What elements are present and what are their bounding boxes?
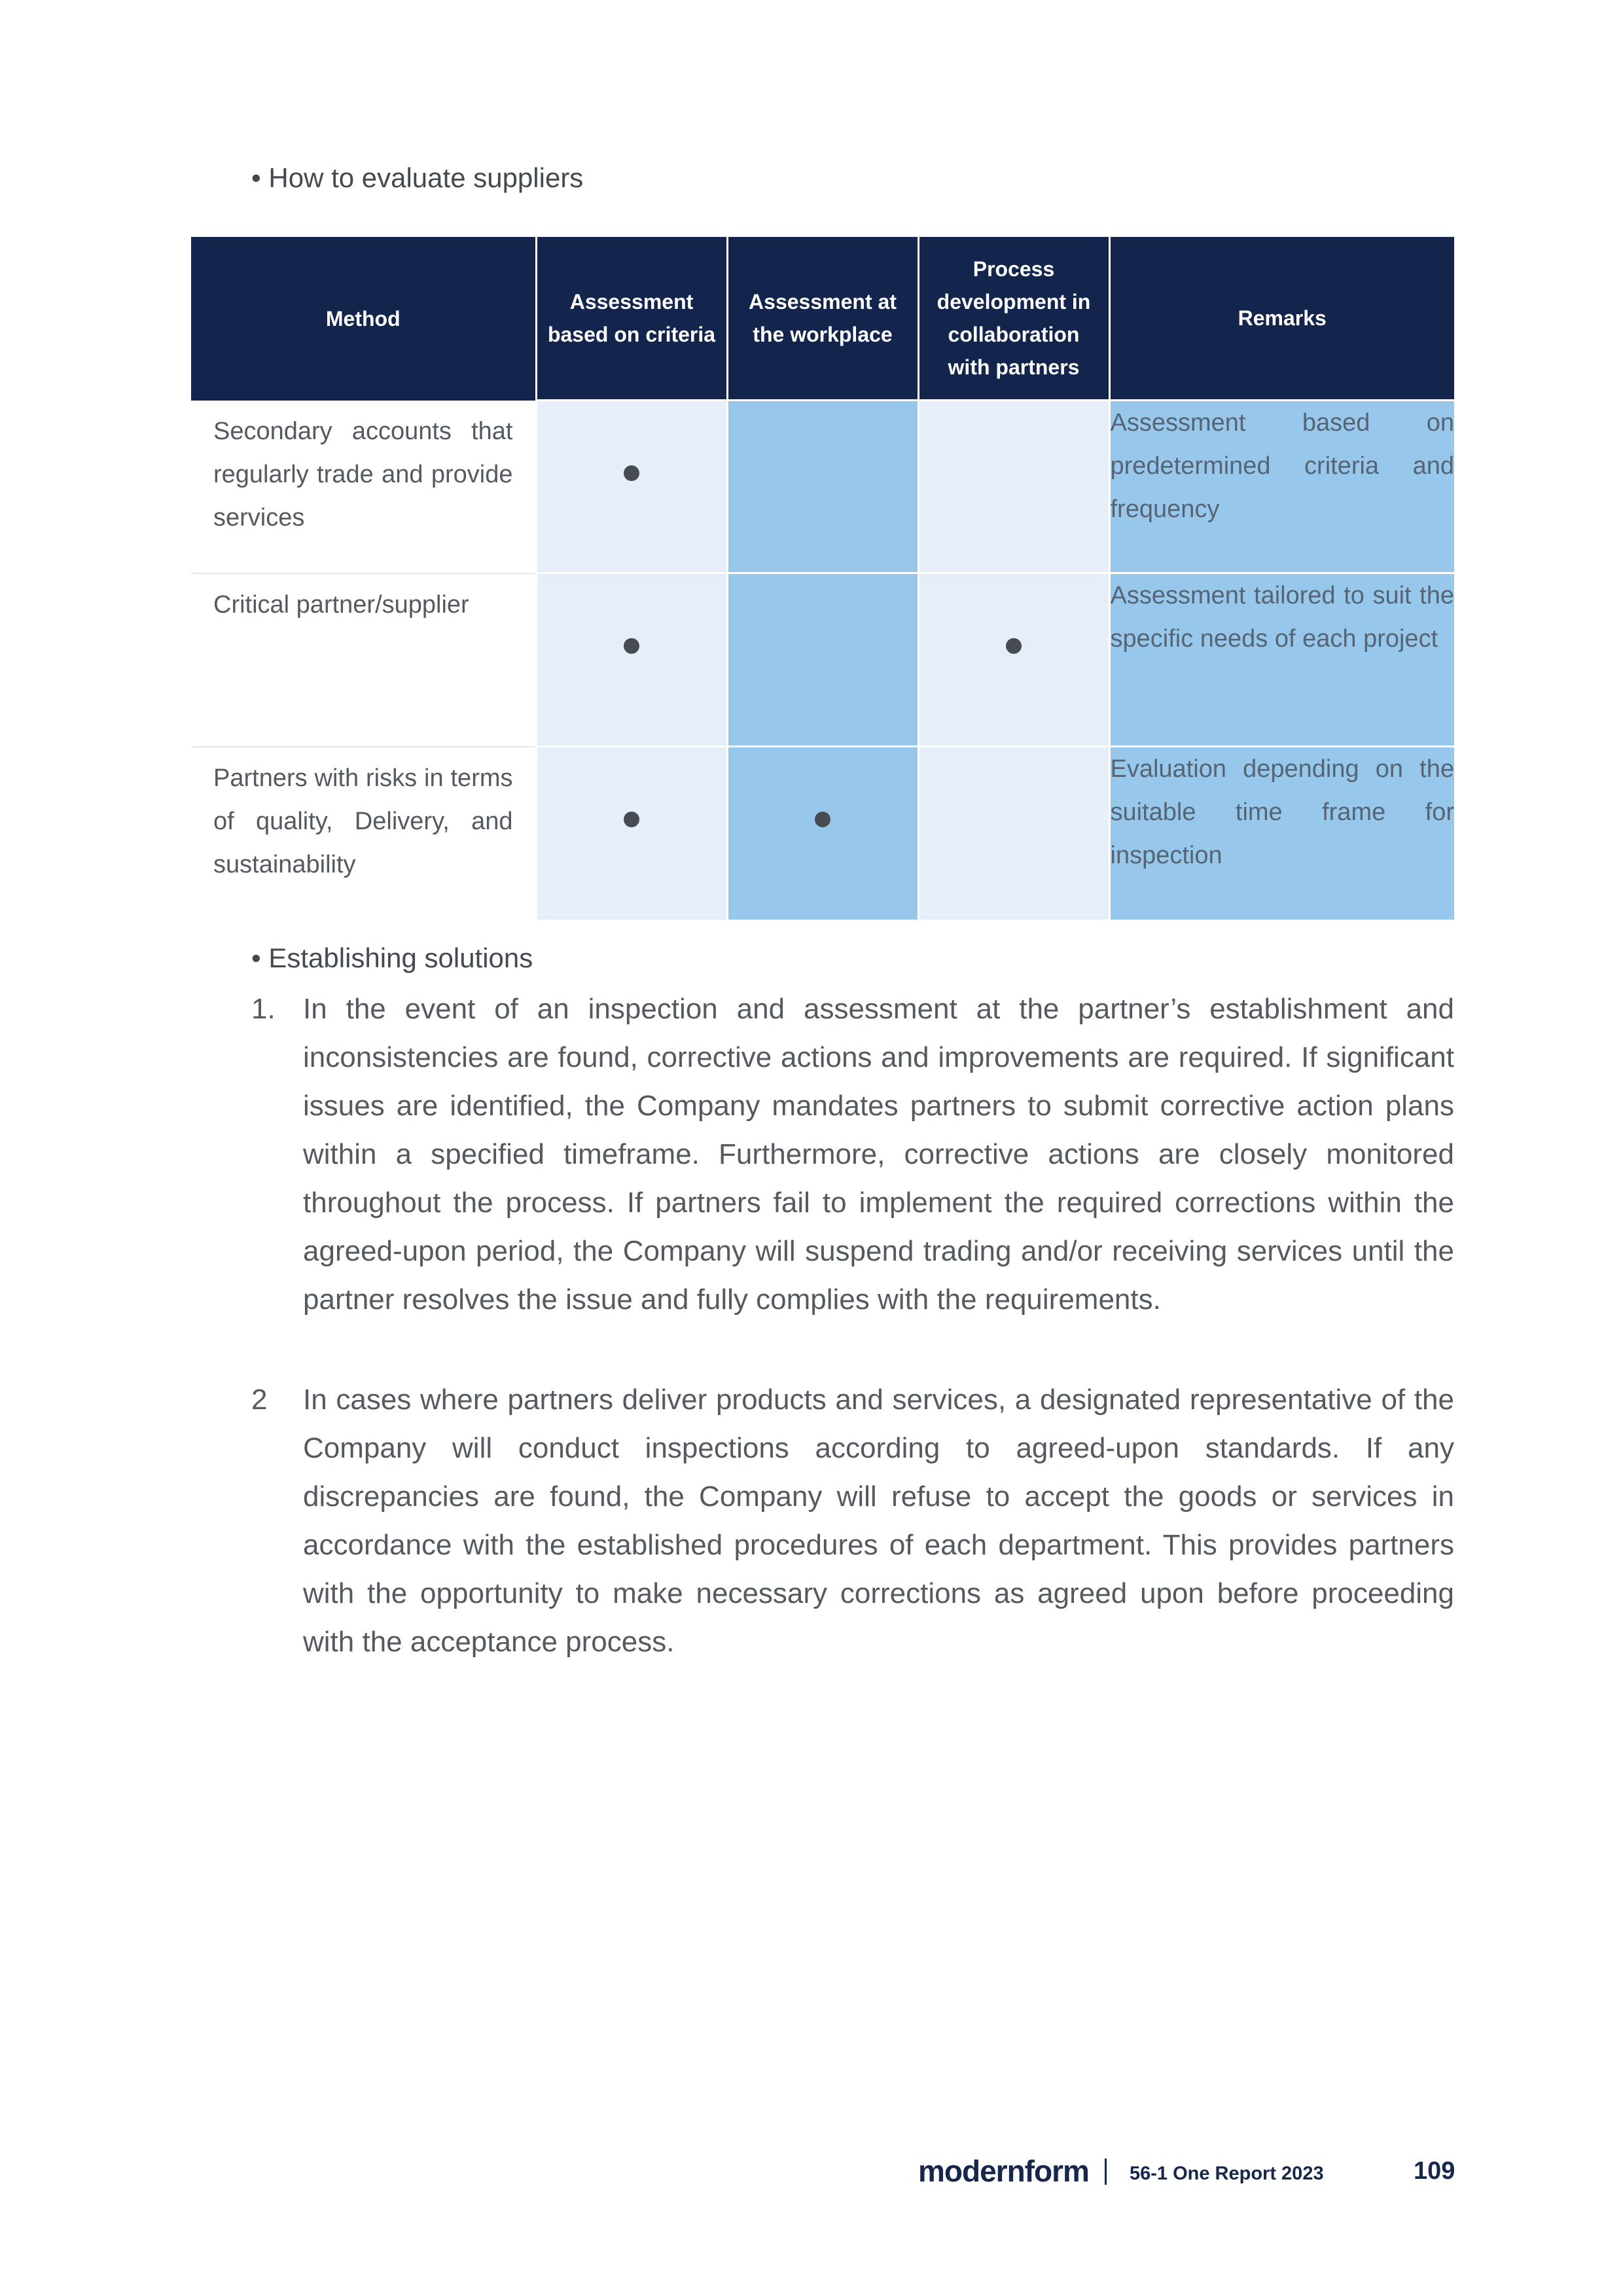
- cell-remarks: Assessment based on predetermined criteria and frequency: [1109, 401, 1454, 573]
- cell-remarks: Evaluation depending on the suitable time frame for inspection: [1109, 747, 1454, 920]
- cell-remarks: Assessment tailored to suit the specific needs of each project: [1109, 573, 1454, 747]
- cell-criteria: [536, 573, 727, 747]
- cell-workplace: [727, 747, 918, 920]
- header-process-development: Process development in collaboration with partners: [918, 237, 1109, 401]
- cell-method: Critical partner/supplier: [191, 573, 536, 747]
- header-method: Method: [191, 237, 536, 401]
- bullet-dot-icon: [815, 812, 830, 827]
- section-heading-evaluate-suppliers: • How to evaluate suppliers: [251, 162, 584, 193]
- list-item-number: 1.: [251, 993, 276, 1025]
- cell-workplace: [727, 401, 918, 573]
- cell-criteria: [536, 401, 727, 573]
- list-item-number: 2: [251, 1384, 268, 1416]
- bullet-dot-icon: [624, 465, 639, 481]
- bullet-dot-icon: [624, 638, 639, 654]
- cell-collaboration: [918, 401, 1109, 573]
- cell-method: Secondary accounts that regularly trade and provide services: [191, 401, 536, 573]
- footer-divider: [1105, 2159, 1107, 2185]
- header-assessment-workplace: Assessment at the workplace: [727, 237, 918, 401]
- table-row: [191, 401, 1454, 573]
- report-label: 56-1 One Report 2023: [1130, 2163, 1324, 2184]
- supplier-evaluation-table: [191, 237, 1454, 920]
- cell-collaboration: [918, 747, 1109, 920]
- table-row: [191, 573, 1454, 747]
- cell-criteria: [536, 747, 727, 920]
- list-item: [251, 1376, 1454, 1666]
- page-number: 109: [1414, 2157, 1455, 2185]
- header-assessment-criteria: Assessment based on criteria: [536, 237, 727, 401]
- cell-collaboration: [918, 573, 1109, 747]
- header-remarks: Remarks: [1109, 237, 1454, 401]
- list-item: [251, 985, 1454, 1324]
- brand-logo: modernform: [918, 2154, 1089, 2188]
- bullet-dot-icon: [1006, 638, 1022, 654]
- bullet-dot-icon: [624, 812, 639, 827]
- section-heading-establishing-solutions: • Establishing solutions: [251, 942, 533, 973]
- table-row: [191, 747, 1454, 920]
- cell-workplace: [727, 573, 918, 747]
- cell-method: Partners with risks in terms of quality, Delivery, and sustainability: [191, 747, 536, 920]
- table-header-row: [191, 237, 1454, 401]
- list-item-text: In cases where partners deliver products and services, a designated representative of the Company will conduct inspections according to agreed-upon standards. If any discrepancies are found, the Company will refuse to accept the goods or services in accordance with the established procedures of each department. This provides partners with the opportunity to make necessary corrections as agreed upon before proceeding with the acceptance process.: [303, 1384, 1454, 1658]
- list-item-text: In the event of an inspection and assessment at the partner’s establishment and inconsistencies are found, corrective actions and improvements are required. If significant issues are identified, the Company mandates partners to submit corrective action plans within a specified timeframe. Furthermore, corrective actions are closely monitored throughout the process. If partners fail to implement the required corrections within the agreed-upon period, the Company will suspend trading and/or receiving services until the partner resolves the issue and fully complies with the requirements.: [303, 993, 1454, 1316]
